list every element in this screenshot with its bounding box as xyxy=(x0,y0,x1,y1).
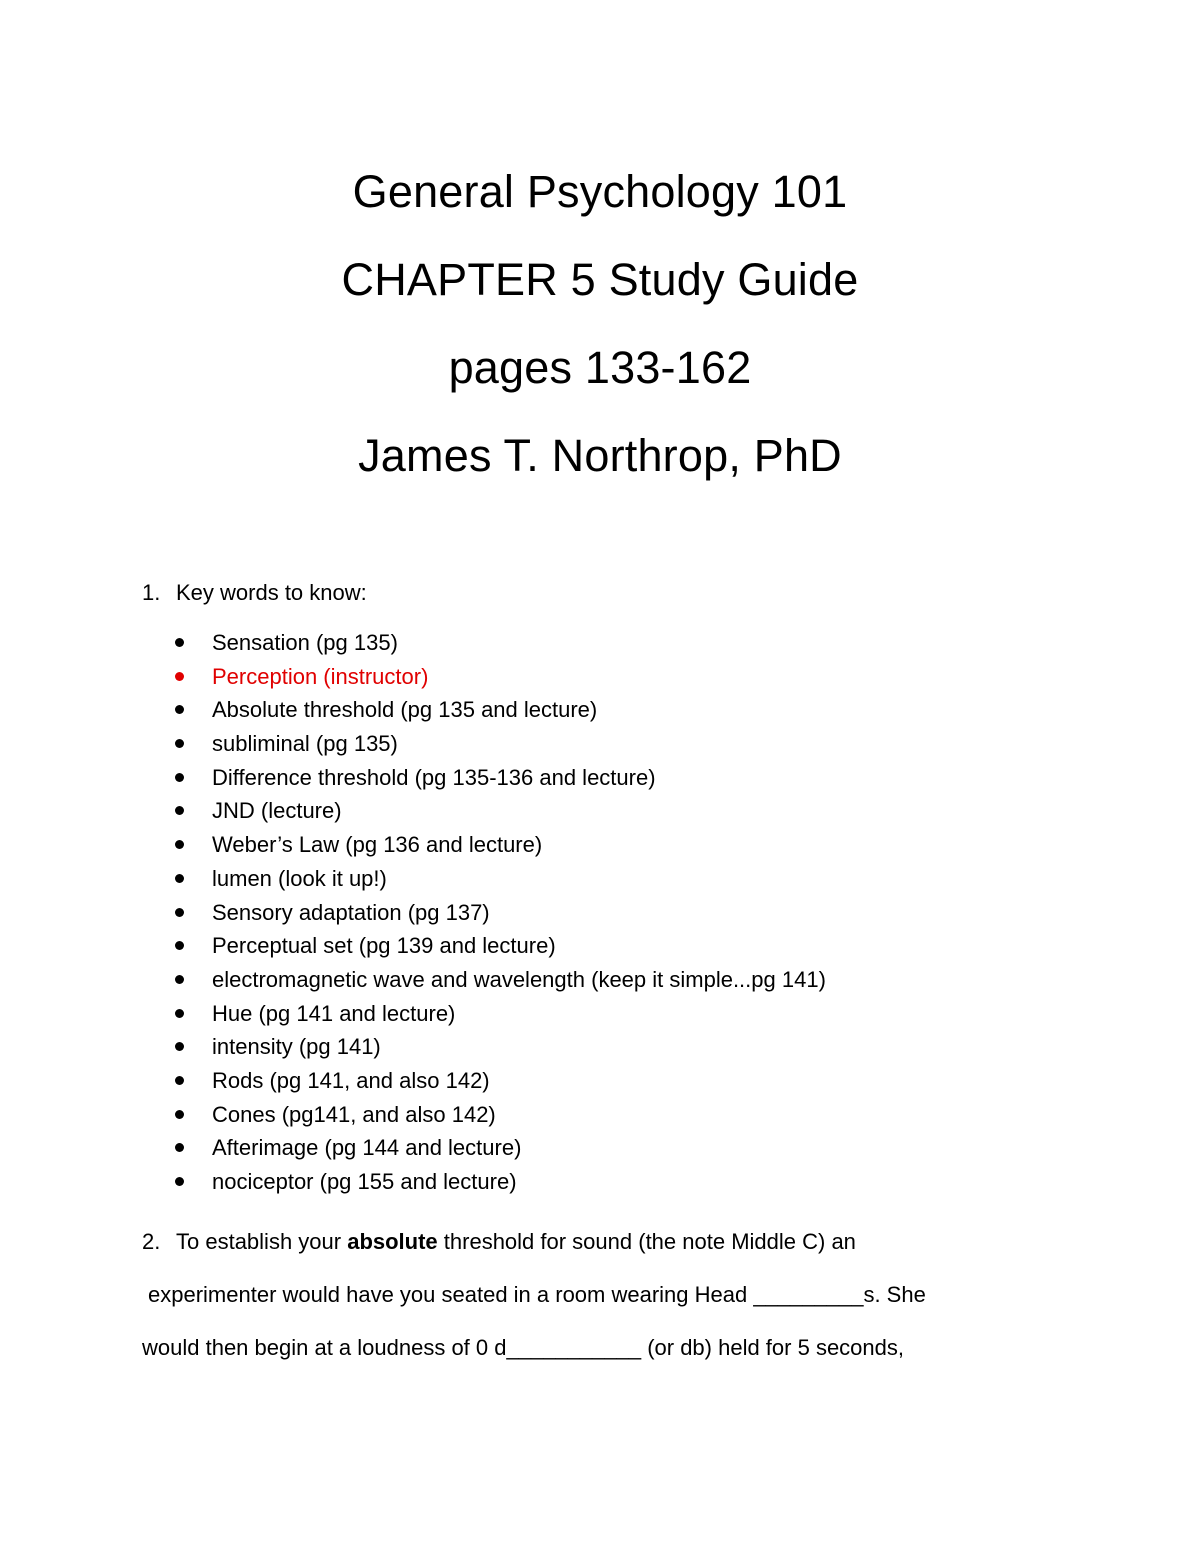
key-word-text: JND (lecture) xyxy=(212,798,342,824)
key-word-item xyxy=(142,1030,1142,1064)
key-word-item xyxy=(142,997,1142,1031)
bullet-icon xyxy=(175,1076,184,1085)
key-word-item xyxy=(142,727,1142,761)
question-2-section xyxy=(142,1215,1102,1374)
bullet-icon xyxy=(175,908,184,917)
key-word-text: subliminal (pg 135) xyxy=(212,731,398,757)
key-word-text: intensity (pg 141) xyxy=(212,1034,381,1060)
key-word-text: electromagnetic wave and wavelength (keep it simple...pg 141) xyxy=(212,966,826,992)
question-2-line-1 xyxy=(142,1215,1102,1268)
key-word-text: nociceptor (pg 155 and lecture) xyxy=(212,1169,517,1194)
key-word-text: Difference threshold (pg 135-136 and lecture) xyxy=(212,764,656,790)
bullet-icon xyxy=(175,672,184,681)
key-word-text: Sensation (pg 135) xyxy=(212,630,398,655)
key-words-heading xyxy=(142,575,1142,611)
key-word-text: Afterimage (pg 144 and lecture) xyxy=(212,1135,522,1161)
key-word-text: Absolute threshold (pg 135 and lecture) xyxy=(212,697,598,723)
bullet-icon xyxy=(175,874,184,883)
question-2-line-2: experimenter would have you seated in a room wearing Head _________s. She xyxy=(148,1282,926,1307)
key-word-item xyxy=(142,660,1142,694)
key-word-text: Sensory adaptation (pg 137) xyxy=(212,899,490,925)
question-2-line-3: would then begin at a loudness of 0 d___________ (or db) held for 5 seconds, xyxy=(142,1335,904,1360)
bullet-icon xyxy=(175,705,184,714)
author-name: James T. Northrop, PhD xyxy=(358,430,842,481)
bullet-icon xyxy=(175,638,184,647)
question-2-text-b: threshold for sound (the note Middle C) an xyxy=(437,1229,856,1254)
key-word-item xyxy=(142,761,1142,795)
key-word-text: Perception (instructor) xyxy=(212,663,429,689)
course-title: General Psychology 101 xyxy=(352,166,848,217)
question-number: 2. xyxy=(142,1229,161,1254)
section-heading-text: Key words to know: xyxy=(176,580,367,605)
section-number: 1. xyxy=(142,580,161,605)
key-word-item xyxy=(142,896,1142,930)
key-word-text: Perceptual set (pg 139 and lecture) xyxy=(212,933,556,959)
key-word-text: Weber’s Law (pg 136 and lecture) xyxy=(212,832,543,858)
key-word-text: lumen (look it up!) xyxy=(212,865,387,891)
bullet-icon xyxy=(175,975,184,984)
key-word-item xyxy=(142,929,1142,963)
key-words-list xyxy=(142,626,1142,1199)
bullet-icon xyxy=(175,806,184,815)
key-word-item xyxy=(142,693,1142,727)
bullet-icon xyxy=(175,1110,184,1119)
bullet-icon xyxy=(175,1177,184,1186)
key-word-item xyxy=(142,862,1142,896)
bullet-icon xyxy=(175,1143,184,1152)
bullet-icon xyxy=(175,1042,184,1051)
key-word-item xyxy=(142,794,1142,828)
title-block xyxy=(0,148,1200,500)
page-range: pages 133-162 xyxy=(448,342,752,393)
key-word-text: Rods (pg 141, and also 142) xyxy=(212,1067,490,1093)
key-word-item xyxy=(142,963,1142,997)
question-2-text-a: To establish your xyxy=(176,1229,348,1254)
bullet-icon xyxy=(175,941,184,950)
bullet-icon xyxy=(175,739,184,748)
key-word-item xyxy=(142,1131,1142,1165)
key-word-item xyxy=(142,1165,1142,1199)
key-word-item xyxy=(142,1098,1142,1132)
key-word-text: Cones (pg141, and also 142) xyxy=(212,1101,496,1127)
question-2-bold-term: absolute xyxy=(347,1229,438,1254)
key-word-item xyxy=(142,626,1142,660)
key-word-item xyxy=(142,828,1142,862)
key-words-section xyxy=(142,575,1142,1199)
chapter-title: CHAPTER 5 Study Guide xyxy=(341,254,859,305)
bullet-icon xyxy=(175,1009,184,1018)
bullet-icon xyxy=(175,840,184,849)
key-word-item xyxy=(142,1064,1142,1098)
bullet-icon xyxy=(175,773,184,782)
key-word-text: Hue (pg 141 and lecture) xyxy=(212,1000,456,1026)
